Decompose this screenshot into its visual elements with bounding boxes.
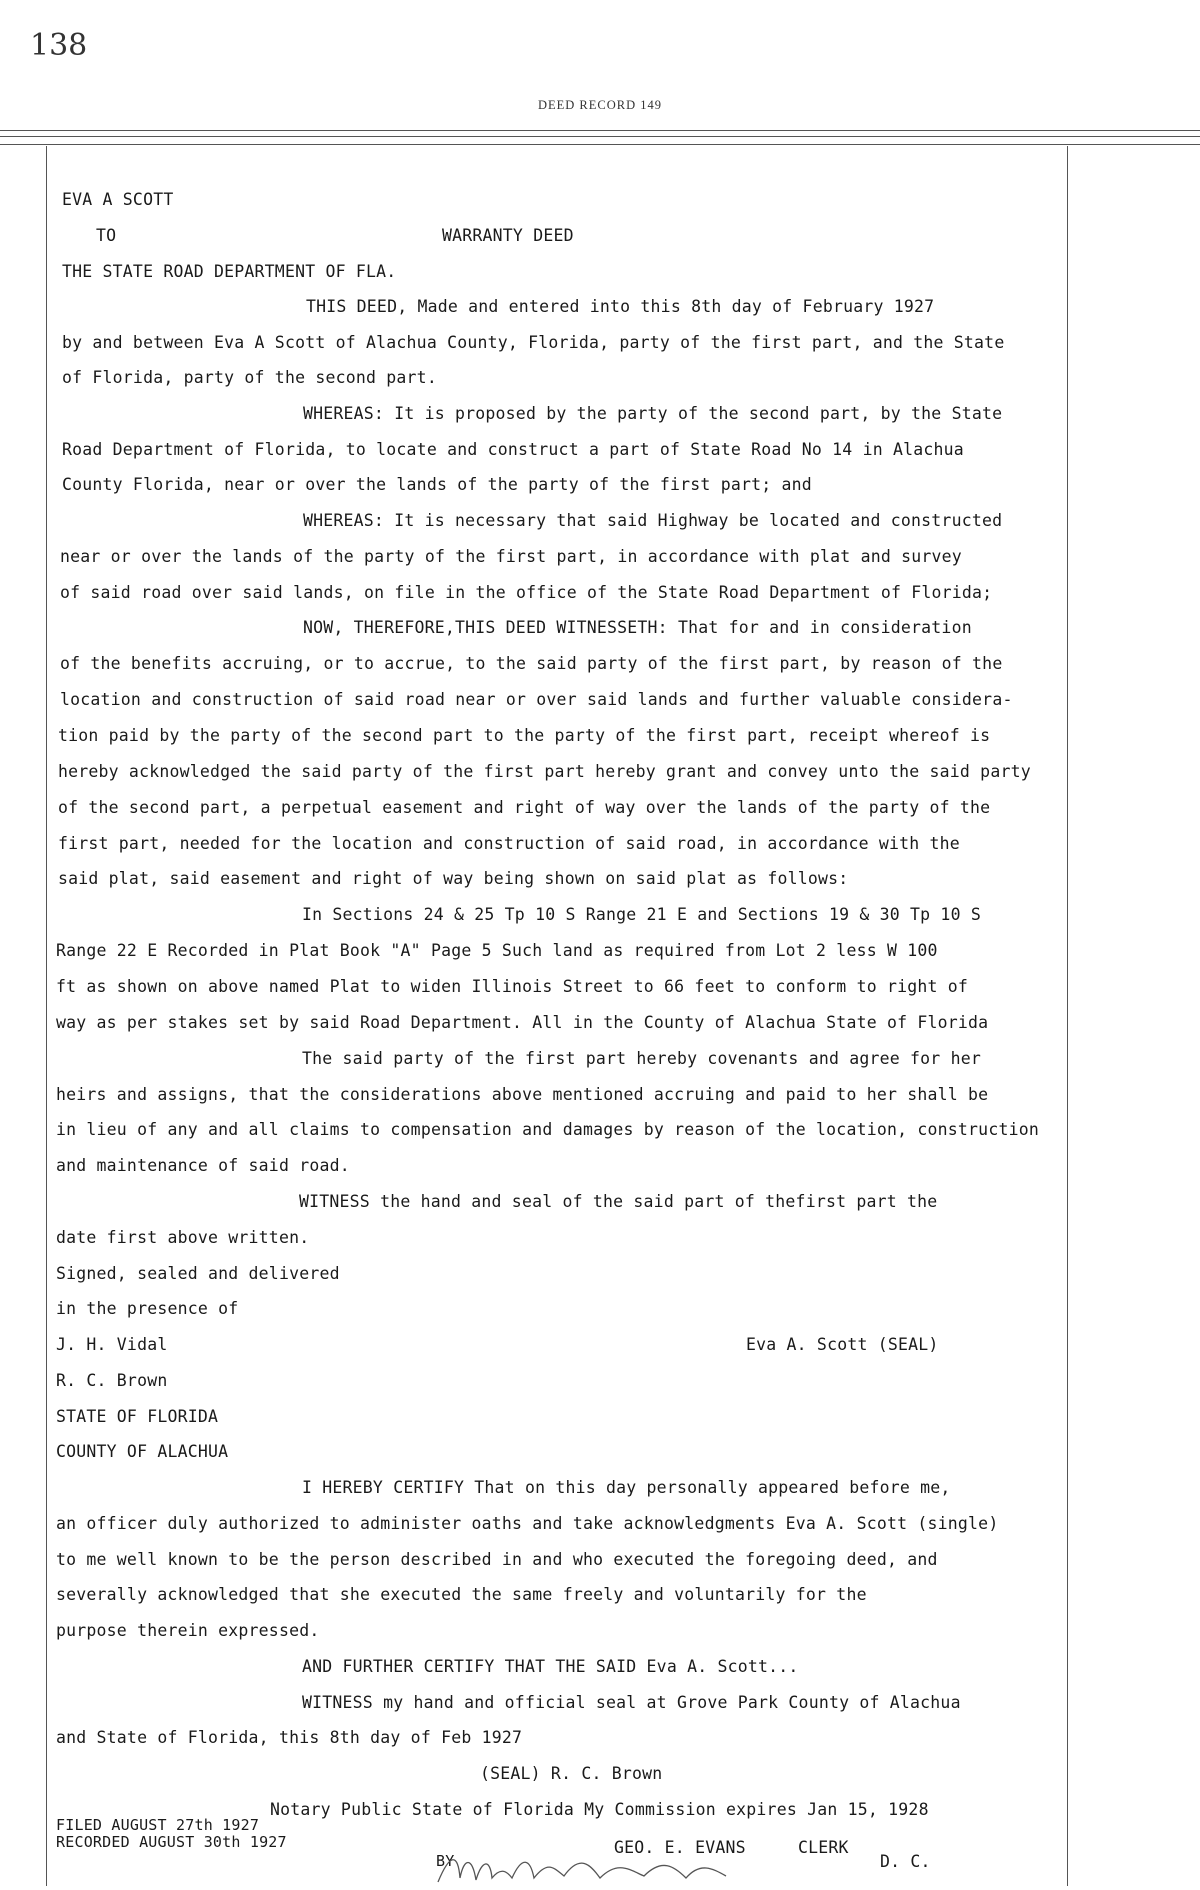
deed-text-line: GEO. E. EVANS [614, 1838, 746, 1857]
deed-text-line: of said road over said lands, on file in the office of the State Road Department of Florida; [60, 583, 993, 602]
deed-text-line: AND FURTHER CERTIFY THAT THE SAID Eva A. Scott... [302, 1657, 799, 1676]
deed-text-line: in the presence of [56, 1299, 239, 1318]
deed-text-line: D. C. [880, 1852, 931, 1871]
deed-text-line: RECORDED AUGUST 30th 1927 [56, 1833, 287, 1851]
deed-text-line: way as per stakes set by said Road Department. All in the County of Alachua State of Florida [56, 1013, 989, 1032]
deed-text-line: an officer duly authorized to administer oaths and take acknowledgments Eva A. Scott (single) [56, 1514, 999, 1533]
deed-text-line: to me well known to be the person described in and who executed the foregoing deed, and [56, 1550, 938, 1569]
deed-text-line: WHEREAS: It is necessary that said Highway be located and constructed [303, 511, 1003, 530]
deed-text-line: The said party of the first part hereby covenants and agree for her [302, 1049, 981, 1068]
deed-text-line: ft as shown on above named Plat to widen Illinois Street to 66 feet to conform to right of [56, 977, 969, 996]
deed-text-line: severally acknowledged that she executed the same freely and voluntarily for the [56, 1585, 867, 1604]
deed-text-line: WHEREAS: It is proposed by the party of the second part, by the State [303, 404, 1003, 423]
deed-text-line: NOW, THEREFORE,THIS DEED WITNESSETH: That for and in consideration [303, 618, 972, 637]
deed-text-line: In Sections 24 & 25 Tp 10 S Range 21 E and Sections 19 & 30 Tp 10 S [302, 905, 981, 924]
deed-text-line: (SEAL) R. C. Brown [480, 1764, 663, 1783]
deed-text-line: FILED AUGUST 27th 1927 [56, 1816, 260, 1834]
deed-text-line: and State of Florida, this 8th day of Feb 1927 [56, 1728, 523, 1747]
left-margin-line [46, 146, 47, 1886]
deed-text-line: of the benefits accruing, or to accrue, to the said party of the first part, by reason of the [60, 654, 1003, 673]
deed-text-line: in lieu of any and all claims to compensation and damages by reason of the location, construction [56, 1120, 1039, 1139]
deed-text-line: hereby acknowledged the said party of the first part hereby grant and convey unto the said party [58, 762, 1031, 781]
deed-text-line: date first above written. [56, 1228, 310, 1247]
deed-text-line: and maintenance of said road. [56, 1156, 350, 1175]
deed-text-line: CLERK [798, 1838, 849, 1857]
deed-text-line: first part, needed for the location and construction of said road, in accordance with the [58, 834, 960, 853]
deed-text-line: tion paid by the party of the second part to the party of the first part, receipt whereof is [58, 726, 991, 745]
deed-text-line: near or over the lands of the party of the first part, in accordance with plat and survey [60, 547, 962, 566]
deed-text-line: Notary Public State of Florida My Commission expires Jan 15, 1928 [270, 1800, 929, 1819]
deed-text-line: TO [96, 226, 117, 245]
header-rule-top [0, 130, 1200, 131]
clerk-signature [430, 1848, 810, 1890]
deed-text-line: BY [436, 1852, 455, 1870]
deed-text-line: WITNESS the hand and seal of the said part of thefirst part the [299, 1192, 938, 1211]
deed-text-line: COUNTY OF ALACHUA [56, 1442, 229, 1461]
deed-text-line: J. H. Vidal [56, 1335, 168, 1354]
deed-text-line: THE STATE ROAD DEPARTMENT OF FLA. [62, 262, 397, 281]
deed-text-line: County Florida, near or over the lands of the party of the first part; and [62, 475, 812, 494]
deed-text-line: STATE OF FLORIDA [56, 1407, 219, 1426]
deed-text-line: location and construction of said road near or over said lands and further valuable considera- [60, 690, 1013, 709]
deed-text-line: by and between Eva A Scott of Alachua County, Florida, party of the first part, and the State [62, 333, 1005, 352]
deed-text-line: Signed, sealed and delivered [56, 1264, 340, 1283]
deed-text-line: EVA A SCOTT [62, 190, 174, 209]
deed-text-line: Eva A. Scott (SEAL) [746, 1335, 939, 1354]
deed-text-line: R. C. Brown [56, 1371, 168, 1390]
deed-text-line: of Florida, party of the second part. [62, 368, 437, 387]
header-rule-middle [0, 136, 1200, 137]
header-rule-bottom [0, 144, 1200, 145]
deed-text-line: heirs and assigns, that the considerations above mentioned accruing and paid to her shall be [56, 1085, 989, 1104]
deed-text-line: Range 22 E Recorded in Plat Book "A" Page 5 Such land as required from Lot 2 less W 100 [56, 941, 938, 960]
deed-text-line: of the second part, a perpetual easement and right of way over the lands of the party of the [58, 798, 991, 817]
deed-text-line: WITNESS my hand and official seal at Grove Park County of Alachua [302, 1693, 961, 1712]
right-margin-line [1067, 146, 1068, 1886]
record-header: DEED RECORD 149 [537, 98, 663, 112]
deed-text-line: WARRANTY DEED [442, 226, 574, 245]
deed-text-line: THIS DEED, Made and entered into this 8th day of February 1927 [306, 297, 935, 316]
deed-text-line: Road Department of Florida, to locate and construct a part of State Road No 14 in Alachua [62, 440, 964, 459]
deed-text-line: purpose therein expressed. [56, 1621, 320, 1640]
deed-text-line: said plat, said easement and right of way being shown on said plat as follows: [58, 869, 849, 888]
deed-text-line: I HEREBY CERTIFY That on this day personally appeared before me, [302, 1478, 951, 1497]
page-number: 138 [30, 28, 88, 63]
